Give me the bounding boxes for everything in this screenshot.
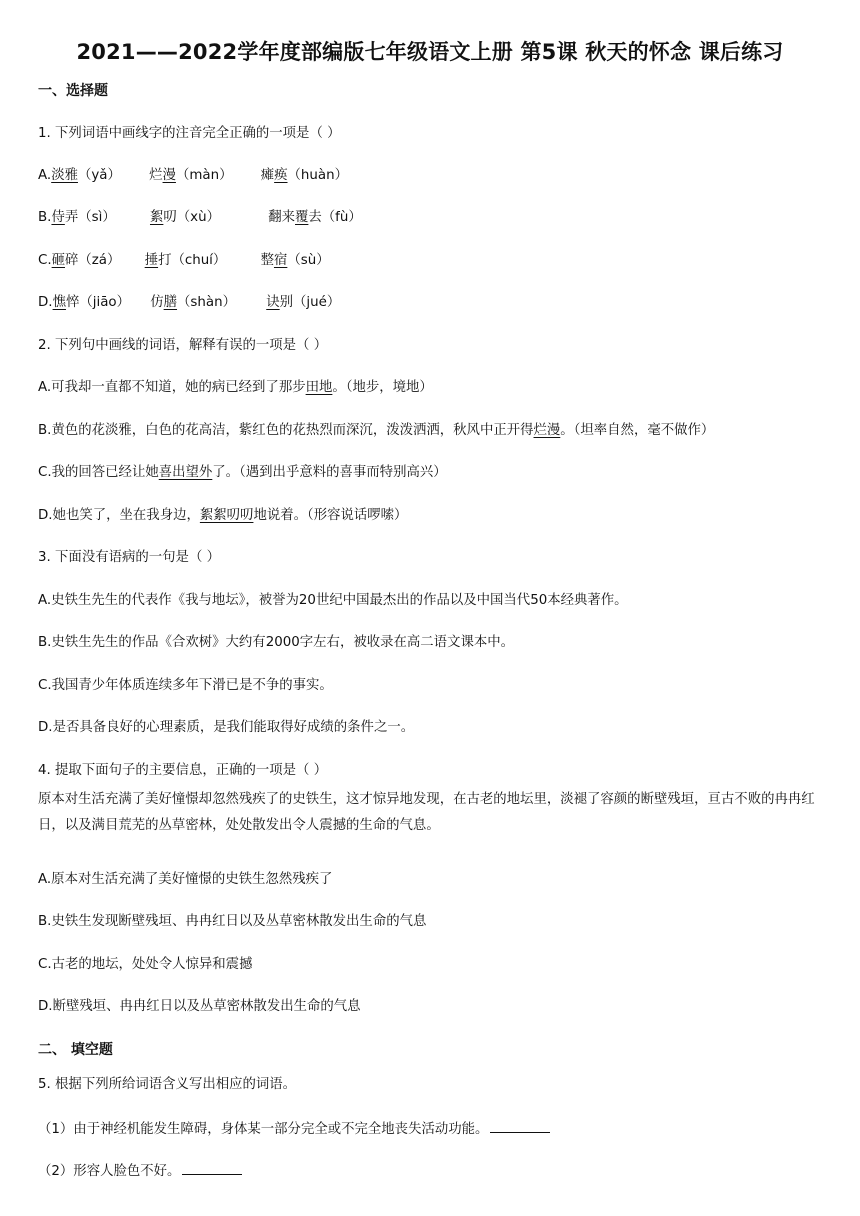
- question-3-option-b: B.史铁生先生的作品《合欢树》大约有2000字左右，被收录在高二语文课本中。: [38, 635, 515, 650]
- question-2-option-b: B.黄色的花淡雅，白色的花高洁，紫红色的花热烈而深沉，泼泼洒洒，秋风中正开得烂漫。（坦率自然，毫不做作）: [38, 423, 715, 438]
- question-5-item-1: （1）由于神经机能发生障碍，身体某一部分完全或不完全地丧失活动功能。: [38, 1118, 836, 1140]
- question-1-option-a: A.淡雅（yǎ） 烂漫（màn） 瘫痪（huàn）: [38, 168, 348, 183]
- question-4-passage: 原本对生活充满了美好憧憬却忽然残疾了的史铁生，这才惊异地发现，在古老的地坛里，淡褪了容颜的断壁残垣，亘古不败的冉冉红日，以及满目荒芜的丛草密林，处处散发出令人震撼的生命的气息。: [38, 792, 815, 833]
- question-2-option-d: D.她也笑了，坐在我身边，絮絮叨叨地说着。（形容说话啰嗦）: [38, 508, 408, 523]
- question-1-option-c: C.砸碎（zá） 捶打（chuí） 整宿（sù）: [38, 253, 330, 268]
- question-3-option-d: D.是否具备良好的心理素质，是我们能取得好成绩的条件之一。: [38, 720, 415, 735]
- question-3-option-a: A.史铁生先生的代表作《我与地坛》，被誉为20世纪中国最杰出的作品以及中国当代50本经典著作。: [38, 593, 628, 608]
- question-4-option-b: B.史铁生发现断壁残垣、冉冉红日以及丛草密林散发出生命的气息: [38, 914, 427, 929]
- question-3-option-c: C.我国青少年体质连续多年下滑已是不争的事实。: [38, 678, 333, 693]
- answer-blank-1[interactable]: [490, 1118, 550, 1133]
- section-heading-fill: 二、 填空题: [38, 1042, 113, 1058]
- page-title: 2021——2022学年度部编版七年级语文上册 第5课 秋天的怀念 课后练习: [76, 40, 784, 64]
- answer-blank-2[interactable]: [182, 1160, 242, 1175]
- question-5-stem: 5. 根据下列所给词语含义写出相应的词语。: [38, 1077, 297, 1092]
- question-4-option-c: C.古老的地坛，处处令人惊异和震撼: [38, 957, 253, 972]
- question-1-stem: 1. 下列词语中画线字的注音完全正确的一项是（ ）: [38, 126, 341, 141]
- question-4-option-a: A.原本对生活充满了美好憧憬的史铁生忽然残疾了: [38, 872, 333, 887]
- question-5-item-2: （2）形容人脸色不好。: [38, 1160, 836, 1182]
- question-4-stem: 4. 提取下面句子的主要信息，正确的一项是（ ）: [38, 763, 328, 778]
- section-heading-choice: 一、选择题: [38, 83, 108, 99]
- question-1-option-d: D.憔悴（jiāo） 仿膳（shàn） 诀别（jué）: [38, 295, 341, 310]
- question-4-option-d: D.断壁残垣、冉冉红日以及丛草密林散发出生命的气息: [38, 999, 361, 1014]
- question-2-option-c: C.我的回答已经让她喜出望外了。（遇到出乎意料的喜事而特别高兴）: [38, 465, 447, 480]
- question-2-option-a: A.可我却一直都不知道，她的病已经到了那步田地。（地步，境地）: [38, 380, 433, 395]
- question-2-stem: 2. 下列句中画线的词语，解释有误的一项是（ ）: [38, 338, 328, 353]
- question-1-option-b: B.侍弄（sì） 絮叨（xù） 翻来覆去（fù）: [38, 210, 362, 225]
- question-3-stem: 3. 下面没有语病的一句是（ ）: [38, 550, 220, 565]
